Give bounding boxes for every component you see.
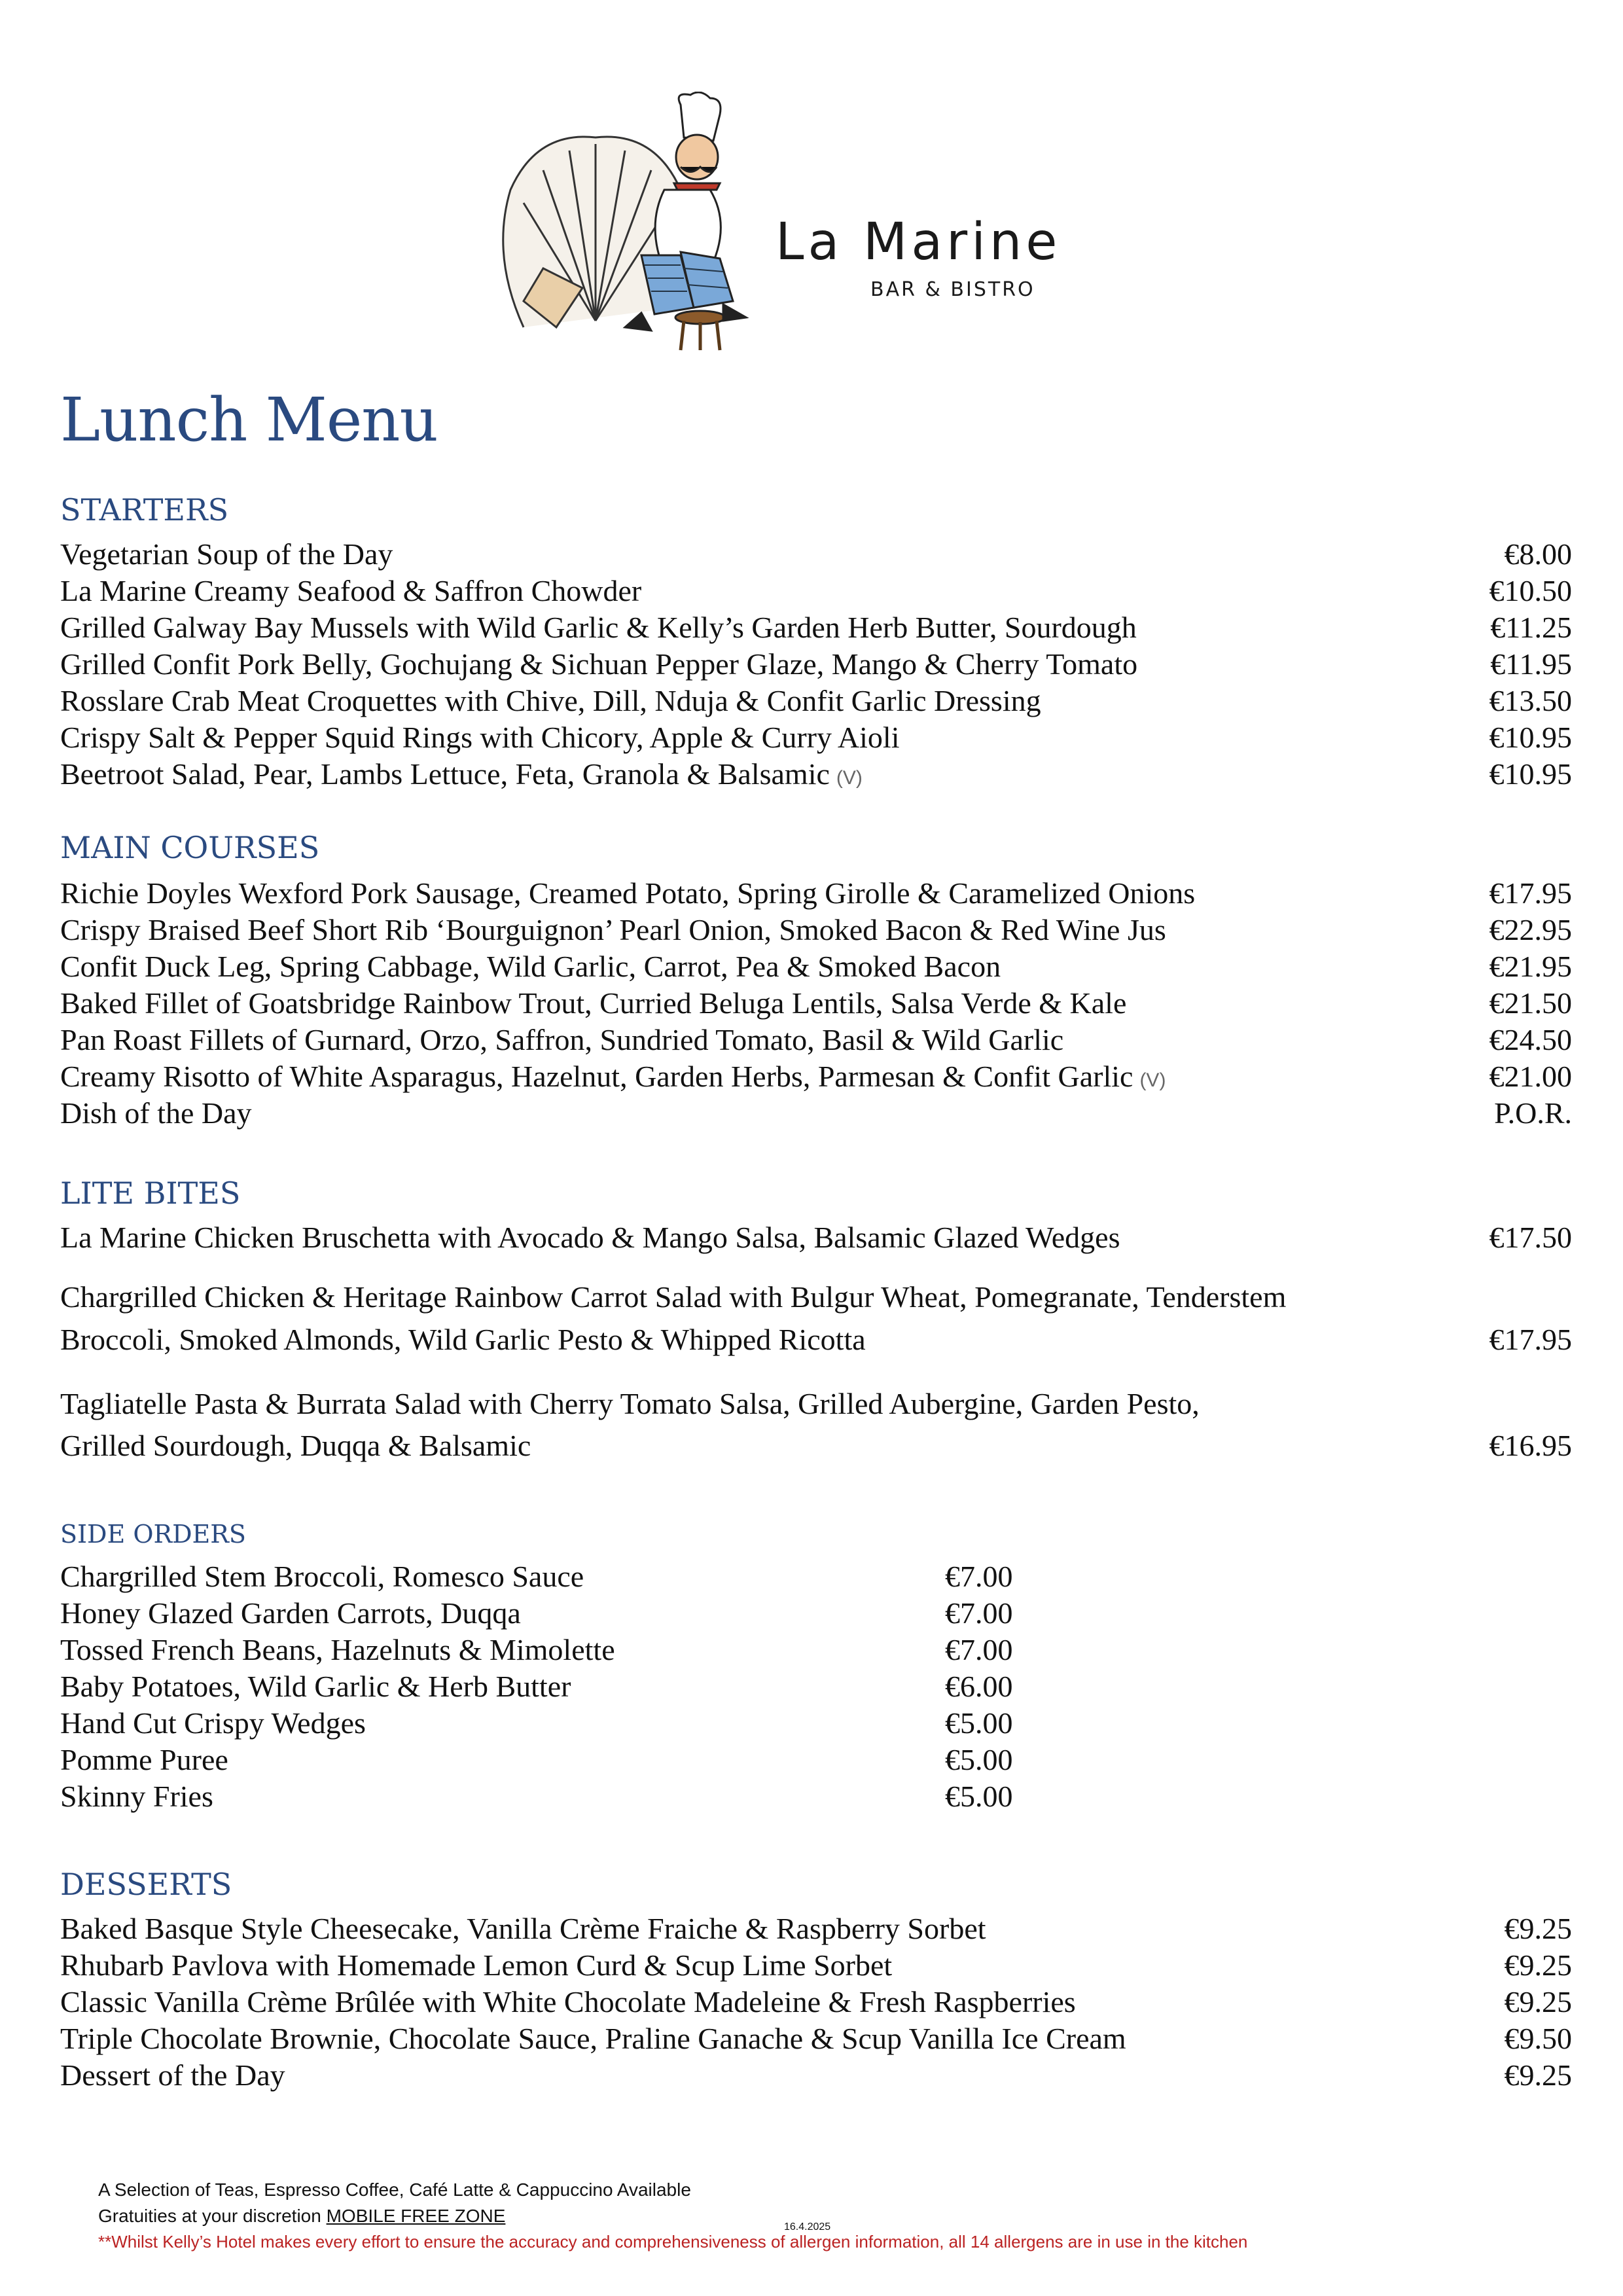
dish-price: €10.50 [1489, 574, 1572, 607]
page-title: Lunch Menu [60, 385, 438, 455]
mobile-free-zone-label: MOBILE FREE ZONE [326, 2206, 506, 2226]
dish-price: €16.95 [1489, 1429, 1572, 1462]
menu-item [60, 1742, 1572, 1779]
menu-item [60, 1280, 1572, 1316]
menu-item [60, 573, 1572, 610]
menu-item [60, 1669, 1572, 1706]
menu-item [60, 1059, 1572, 1096]
dish-price: €22.95 [1489, 913, 1572, 946]
chef-shell-logo-icon [484, 92, 759, 353]
dish-price: €13.50 [1489, 684, 1572, 717]
menu-item-continued [60, 1322, 1572, 1359]
section-heading-side-orders: SIDE ORDERS [60, 1520, 246, 1549]
dish-name: Confit Duck Leg, Spring Cabbage, Wild Garlic, Carrot, Pea & Smoked Bacon [60, 950, 1001, 983]
menu-item [60, 1096, 1572, 1132]
dish-name: Baked Fillet of Goatsbridge Rainbow Trout, Curried Beluga Lentils, Salsa Verde & Kale [60, 986, 1127, 1020]
dish-price: €10.95 [1489, 721, 1572, 754]
dish-price: €8.00 [1504, 537, 1572, 571]
dish-price: €9.50 [1504, 2022, 1572, 2055]
dish-name: Tagliatelle Pasta & Burrata Salad with Cherry Tomato Salsa, Grilled Aubergine, Garden Pesto, [60, 1387, 1200, 1420]
brand-name: La Marine [776, 213, 1061, 272]
dish-name: Crispy Braised Beef Short Rib ‘Bourguignon’ Pearl Onion, Smoked Bacon & Red Wine Jus [60, 913, 1166, 946]
menu-item [60, 949, 1572, 986]
menu-item [60, 876, 1572, 912]
dish-price: €5.00 [945, 1743, 1013, 1776]
dish-name: Hand Cut Crispy Wedges [60, 1706, 366, 1740]
footer-gratuities [98, 2206, 505, 2227]
dish-name: Chargrilled Stem Broccoli, Romesco Sauce [60, 1560, 584, 1593]
dish-name: Rhubarb Pavlova with Homemade Lemon Curd & Scup Lime Sorbet [60, 1948, 893, 1982]
dish-price: €10.95 [1489, 757, 1572, 791]
dish-name: Pomme Puree [60, 1743, 228, 1776]
dish-name: Baby Potatoes, Wild Garlic & Herb Butter [60, 1670, 571, 1703]
dish-name: Rosslare Crab Meat Croquettes with Chive, Dill, Nduja & Confit Garlic Dressing [60, 684, 1041, 717]
dish-price: €7.00 [945, 1560, 1013, 1593]
vegetarian-badge: (V) [1139, 1069, 1166, 1091]
dish-name: Triple Chocolate Brownie, Chocolate Sauce, Praline Ganache & Scup Vanilla Ice Cream [60, 2022, 1126, 2055]
dish-name: Grilled Galway Bay Mussels with Wild Garlic & Kelly’s Garden Herb Butter, Sourdough [60, 611, 1137, 644]
dish-name: Grilled Confit Pork Belly, Gochujang & Sichuan Pepper Glaze, Mango & Cherry Tomato [60, 647, 1138, 681]
dish-price: €9.25 [1504, 1985, 1572, 2018]
dish-name: Crispy Salt & Pepper Squid Rings with Chicory, Apple & Curry Aioli [60, 721, 900, 754]
menu-item [60, 757, 1572, 793]
menu-item [60, 1559, 1572, 1596]
dish-name: Tossed French Beans, Hazelnuts & Mimolette [60, 1633, 615, 1666]
menu-item [60, 683, 1572, 720]
menu-item [60, 912, 1572, 949]
dish-name: Broccoli, Smoked Almonds, Wild Garlic Pesto & Whipped Ricotta [60, 1323, 866, 1356]
section-heading-starters: STARTERS [60, 492, 229, 528]
menu-item [60, 1948, 1572, 1984]
dish-price: €17.95 [1489, 876, 1572, 910]
menu-item [60, 986, 1572, 1022]
dish-name-wrap [60, 757, 863, 791]
menu-date: 16.4.2025 [784, 2221, 831, 2233]
logo [484, 92, 1165, 353]
dish-price: €9.25 [1504, 1912, 1572, 1945]
dish-name: Beetroot Salad, Pear, Lambs Lettuce, Feta, Granola & Balsamic [60, 757, 830, 791]
allergen-notice: **Whilst Kelly’s Hotel makes every effort to ensure the accuracy and comprehensiveness of allergen information, all 14 allergens are in use in the kitchen [98, 2232, 1248, 2251]
dish-name: Honey Glazed Garden Carrots, Duqqa [60, 1596, 521, 1630]
dish-price: €9.25 [1504, 2058, 1572, 2092]
dish-name: Classic Vanilla Crème Brûlée with White Chocolate Madeleine & Fresh Raspberries [60, 1985, 1076, 2018]
section-heading-lite-bites: LITE BITES [60, 1175, 241, 1211]
dish-price: €5.00 [945, 1780, 1013, 1813]
menu-item [60, 2021, 1572, 2058]
dish-name: Vegetarian Soup of the Day [60, 537, 393, 571]
footer-drinks-note: A Selection of Teas, Espresso Coffee, Café Latte & Cappuccino Available [98, 2179, 691, 2200]
menu-item [60, 1632, 1572, 1669]
dish-price: €6.00 [945, 1670, 1013, 1703]
menu-item [60, 1779, 1572, 1816]
dish-price: €11.95 [1490, 647, 1572, 681]
dish-price: €17.50 [1489, 1221, 1572, 1254]
dish-name: Baked Basque Style Cheesecake, Vanilla Crème Fraiche & Raspberry Sorbet [60, 1912, 986, 1945]
menu-item [60, 1386, 1572, 1423]
menu-item [60, 1984, 1572, 2021]
menu-item [60, 537, 1572, 573]
dish-price: €21.95 [1489, 950, 1572, 983]
dish-price: €5.00 [945, 1706, 1013, 1740]
section-heading-main-courses: MAIN COURSES [60, 830, 320, 865]
menu-item [60, 720, 1572, 757]
dish-price: €21.00 [1489, 1060, 1572, 1093]
menu-item [60, 2058, 1572, 2094]
menu-item [60, 1596, 1572, 1632]
dish-name: Richie Doyles Wexford Pork Sausage, Creamed Potato, Spring Girolle & Caramelized Onions [60, 876, 1196, 910]
dish-name: Creamy Risotto of White Asparagus, Hazelnut, Garden Herbs, Parmesan & Confit Garlic [60, 1060, 1133, 1093]
dish-name: Pan Roast Fillets of Gurnard, Orzo, Saffron, Sundried Tomato, Basil & Wild Garlic [60, 1023, 1064, 1056]
menu-item [60, 610, 1572, 647]
menu-item [60, 1911, 1572, 1948]
dish-price: €24.50 [1489, 1023, 1572, 1056]
dish-price: P.O.R. [1494, 1096, 1572, 1130]
vegetarian-badge: (V) [836, 767, 863, 789]
dish-price: €9.25 [1504, 1948, 1572, 1982]
gratuities-text: Gratuities at your discretion [98, 2206, 327, 2226]
dish-price: €7.00 [945, 1633, 1013, 1666]
section-heading-desserts: DESSERTS [60, 1867, 232, 1902]
dish-name: Dessert of the Day [60, 2058, 285, 2092]
dish-name: Chargrilled Chicken & Heritage Rainbow Carrot Salad with Bulgur Wheat, Pomegranate, Tenderstem [60, 1280, 1287, 1314]
dish-price: €21.50 [1489, 986, 1572, 1020]
brand-subtitle: BAR & BISTRO [870, 278, 1035, 301]
dish-name: Dish of the Day [60, 1096, 252, 1130]
dish-name: Grilled Sourdough, Duqqa & Balsamic [60, 1429, 531, 1462]
dish-name-wrap [60, 1059, 1166, 1094]
dish-price: €7.00 [945, 1596, 1013, 1630]
dish-name: La Marine Chicken Bruschetta with Avocado & Mango Salsa, Balsamic Glazed Wedges [60, 1221, 1120, 1254]
menu-item [60, 1022, 1572, 1059]
menu-item [60, 1706, 1572, 1742]
menu-item [60, 1220, 1572, 1257]
menu-item [60, 647, 1572, 683]
dish-name: La Marine Creamy Seafood & Saffron Chowder [60, 574, 642, 607]
dish-price: €11.25 [1490, 611, 1572, 644]
dish-price: €17.95 [1489, 1323, 1572, 1356]
menu-item-continued [60, 1428, 1572, 1465]
dish-name: Skinny Fries [60, 1780, 213, 1813]
